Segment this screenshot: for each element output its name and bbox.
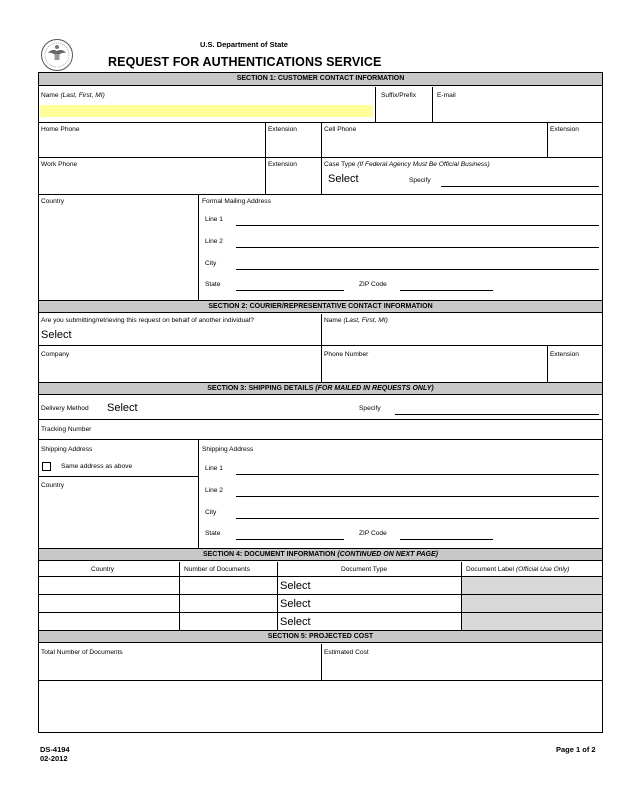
home-phone-label: Home Phone: [41, 126, 80, 133]
work-extension-label: Extension: [268, 161, 297, 168]
col-label: Document Label (Official Use Only): [466, 566, 570, 573]
ship-state-field[interactable]: [236, 539, 344, 540]
ship-city-label: City: [205, 509, 217, 516]
same-address-checkbox[interactable]: [42, 462, 51, 471]
case-specify-label: Specify: [409, 177, 431, 184]
shipping-country-label: Country: [41, 482, 65, 489]
agency-name: U.S. Department of State: [200, 40, 288, 49]
official-use-cells: [461, 577, 602, 630]
section3-header: SECTION 3: SHIPPING DETAILS (FOR MAILED IN REQUESTS ONLY): [39, 382, 602, 395]
line2-label: Line 2: [205, 238, 223, 245]
form-title: REQUEST FOR AUTHENTICATIONS SERVICE: [108, 55, 382, 69]
doc-type-select-2[interactable]: Select: [280, 598, 311, 610]
state-department-seal: [40, 38, 74, 72]
ship-line1-field[interactable]: [236, 474, 599, 475]
zip-field[interactable]: [400, 290, 493, 291]
courier-phone-label: Phone Number: [324, 351, 369, 358]
ship-zip-label: ZIP Code: [359, 530, 387, 537]
ship-line1-label: Line 1: [205, 465, 223, 472]
col-type: Document Type: [341, 566, 388, 573]
suffix-label: Suffix/Prefix: [381, 92, 417, 99]
cell-extension-label: Extension: [550, 126, 579, 133]
behalf-select[interactable]: Select: [41, 329, 72, 341]
form-number: DS-4194 02-2012: [40, 745, 70, 763]
delivery-method-label: Delivery Method: [41, 405, 89, 412]
shipping-address-label: Shipping Address: [202, 446, 254, 453]
name-label: Name (Last, First, MI): [41, 92, 105, 99]
section2-header: SECTION 2: COURIER/REPRESENTATIVE CONTACT INFORMATION: [39, 300, 602, 313]
line1-label: Line 1: [205, 216, 223, 223]
col-country: Country: [91, 566, 115, 573]
section1-header: SECTION 1: CUSTOMER CONTACT INFORMATION: [39, 73, 602, 86]
delivery-specify-field[interactable]: [395, 414, 599, 415]
zip-label: ZIP Code: [359, 281, 387, 288]
work-phone-label: Work Phone: [41, 161, 78, 168]
courier-extension-label: Extension: [550, 351, 579, 358]
mailing-address-label: Formal Mailing Address: [202, 198, 271, 205]
doc-type-select-1[interactable]: Select: [280, 580, 311, 592]
cell-phone-label: Cell Phone: [324, 126, 357, 133]
estimated-cost-label: Estimated Cost: [324, 649, 369, 656]
ship-city-field[interactable]: [236, 518, 599, 519]
ship-state-label: State: [205, 530, 221, 537]
col-number: Number of Documents: [184, 566, 250, 573]
doc-type-select-3[interactable]: Select: [280, 616, 311, 628]
state-field[interactable]: [236, 290, 344, 291]
tracking-label: Tracking Number: [41, 426, 92, 433]
case-specify-field[interactable]: [441, 186, 599, 187]
courier-name-label: Name (Last, First, MI): [324, 317, 388, 324]
total-docs-label: Total Number of Documents: [41, 649, 123, 656]
email-label: E-mail: [437, 92, 456, 99]
line2-field[interactable]: [236, 247, 599, 248]
line1-field[interactable]: [236, 225, 599, 226]
case-type-label: Case Type (If Federal Agency Must Be Official Business): [324, 161, 490, 168]
name-input[interactable]: [40, 105, 373, 117]
city-field[interactable]: [236, 269, 599, 270]
country-label: Country: [41, 198, 65, 205]
ship-line2-label: Line 2: [205, 487, 223, 494]
state-label: State: [205, 281, 221, 288]
delivery-method-select[interactable]: Select: [107, 402, 138, 414]
section4-header: SECTION 4: DOCUMENT INFORMATION (CONTINUED ON NEXT PAGE): [39, 548, 602, 561]
ship-line2-field[interactable]: [236, 496, 599, 497]
shipping-address-label-left: Shipping Address: [41, 446, 93, 453]
case-type-select[interactable]: Select: [328, 173, 359, 185]
section5-header: SECTION 5: PROJECTED COST: [39, 630, 602, 643]
page-number: Page 1 of 2: [556, 745, 596, 754]
behalf-question: Are you submitting/retrieving this request on behalf of another individual?: [41, 317, 254, 324]
same-address-label: Same address as above: [61, 463, 133, 470]
company-label: Company: [41, 351, 70, 358]
form-body: [38, 72, 603, 733]
delivery-specify-label: Specify: [359, 405, 381, 412]
home-extension-label: Extension: [268, 126, 297, 133]
ship-zip-field[interactable]: [400, 539, 493, 540]
city-label: City: [205, 260, 217, 267]
